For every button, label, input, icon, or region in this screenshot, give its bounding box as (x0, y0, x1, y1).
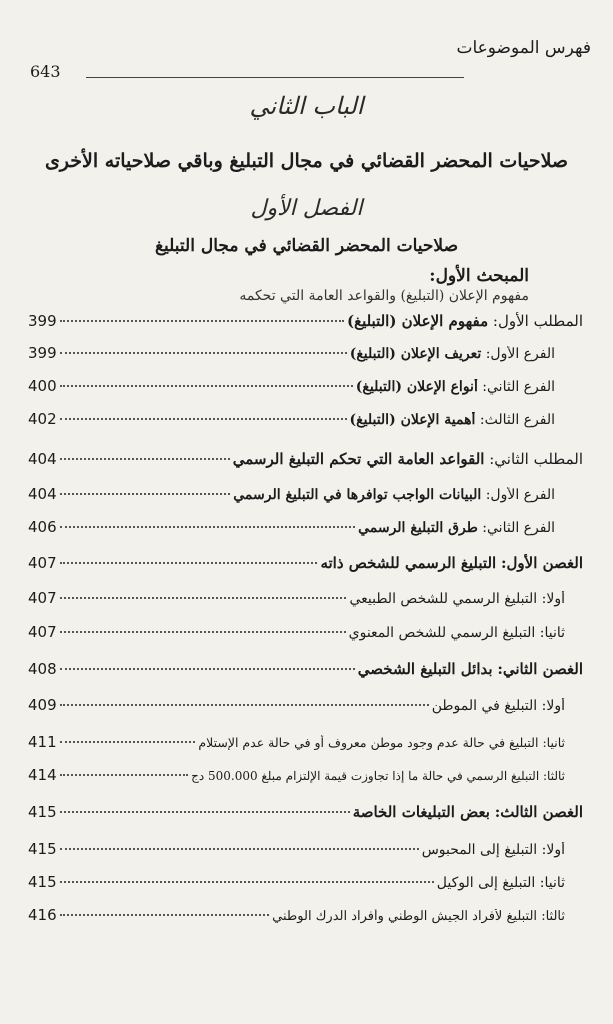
leader-dots (60, 597, 347, 599)
entry-title: بدائل التبليغ الشخصي (357, 660, 493, 678)
entry-page: 415 (28, 873, 57, 891)
leader-dots (60, 418, 347, 420)
entry-prefix: الفرع الثالث: (479, 412, 555, 428)
entry-page: 409 (28, 696, 57, 714)
entry-title: طرق التبليغ الرسمي (358, 520, 478, 536)
part-label: الباب الثاني (249, 92, 364, 120)
chapter-label: الفصل الأول (250, 196, 363, 221)
entry-prefix: الفرع الثاني: (482, 520, 555, 536)
entry-title: القواعد العامة التي تحكم التبليغ الرسمي (232, 450, 485, 468)
leader-dots (60, 668, 355, 670)
entry-page: 408 (28, 660, 57, 678)
entry-prefix: المطلب الثاني: (489, 450, 583, 468)
section-heading (429, 266, 529, 286)
toc-entry (28, 840, 565, 864)
entry-page: 400 (28, 377, 57, 395)
entry-title: التبليغ الرسمي للشخص المعنوي (348, 625, 536, 641)
entry-page: 415 (28, 803, 57, 821)
leader-dots (60, 320, 344, 322)
toc-entry (28, 589, 565, 613)
entry-page: 416 (28, 906, 57, 924)
entry-page: 407 (28, 623, 57, 641)
entry-title: مفهوم الإعلان (التبليغ) (346, 312, 489, 330)
toc-entry (28, 906, 565, 930)
toc-entry (28, 733, 565, 757)
entry-prefix: الغصن الثاني: (497, 660, 583, 678)
running-title: فهرس الموضوعات (456, 38, 591, 58)
chapter-title: صلاحيات المحضر القضائي في مجال التبليغ (154, 236, 459, 256)
toc-entry (28, 410, 555, 434)
section-label: المبحث الأول: (429, 266, 529, 286)
part-title: صلاحيات المحضر القضائي في مجال التبليغ وباقي صلاحياته الأخرى (44, 150, 569, 172)
entry-page: 415 (28, 840, 57, 858)
entry-title: تعريف الإعلان (التبليغ) (349, 346, 482, 362)
leader-dots (60, 631, 346, 633)
entry-prefix: الفرع الثاني: (482, 379, 555, 395)
entry-page: 399 (28, 344, 57, 362)
leader-dots (60, 352, 347, 354)
entry-page: 406 (28, 518, 57, 536)
entry-title: التبليغ في الموطن (431, 698, 538, 714)
entry-prefix: ثانيا: (539, 875, 565, 891)
toc-entry (28, 344, 555, 368)
entry-title: التبليغ في حالة عدم وجود موطن معروف أو في حالة عدم الإستلام (198, 735, 539, 750)
toc-entry (28, 660, 583, 684)
leader-dots (60, 458, 230, 460)
entry-prefix: الغصن الأول: (500, 554, 583, 572)
entry-page: 404 (28, 450, 57, 468)
entry-title: بعض التبليغات الخاصة (352, 803, 490, 821)
entry-prefix: أولا: (541, 698, 565, 714)
toc-entry (28, 377, 555, 401)
leader-dots (60, 774, 188, 776)
entry-page: 411 (28, 733, 57, 751)
toc-entry (28, 554, 583, 578)
entry-prefix: الفرع الأول: (485, 346, 555, 362)
toc-entry (28, 873, 565, 897)
entry-page: 404 (28, 485, 57, 503)
entry-page: 407 (28, 589, 57, 607)
entry-prefix: المطلب الأول: (492, 312, 583, 330)
entry-prefix: الفرع الأول: (485, 487, 555, 503)
toc-entry (28, 450, 583, 474)
entry-prefix: أولا: (541, 591, 565, 607)
entry-title: أهمية الإعلان (التبليغ) (349, 412, 476, 428)
entry-title: التبليغ إلى المحبوس (421, 842, 538, 858)
entry-title: التبليغ الرسمي في حالة ما إذا تجاوزت قيمة الإلتزام مبلغ 500.000 دج (191, 769, 540, 783)
leader-dots (60, 385, 353, 387)
entry-page: 414 (28, 766, 57, 784)
entry-prefix: أولا: (541, 842, 565, 858)
header-rule (86, 77, 464, 78)
leader-dots (60, 881, 434, 883)
entry-title: التبليغ الرسمي للشخص الطبيعي (349, 591, 538, 607)
leader-dots (60, 811, 350, 813)
entry-prefix: ثانيا: (542, 735, 565, 750)
entry-page: 402 (28, 410, 57, 428)
entry-prefix: ثانيا: (539, 625, 565, 641)
entry-title: أنواع الإعلان (التبليغ) (355, 379, 478, 395)
entry-title: التبليغ لأفراد الجيش الوطني وأفراد الدرك الوطني (272, 909, 538, 924)
entry-title: البيانات الواجب توافرها في التبليغ الرسمي (233, 487, 482, 503)
leader-dots (60, 741, 196, 743)
toc-entry (28, 518, 555, 542)
leader-dots (60, 704, 429, 706)
entry-prefix: الغصن الثالث: (494, 803, 583, 821)
toc-entry (28, 696, 565, 720)
entry-prefix: ثالثا: (541, 909, 565, 924)
leader-dots (60, 493, 231, 495)
section-title: مفهوم الإعلان (التبليغ) والقواعد العامة التي تحكمه (239, 288, 529, 304)
entry-title: التبليغ الرسمي للشخص ذاته (320, 554, 497, 572)
toc-entry (28, 623, 565, 647)
entry-prefix: ثالثا: (543, 769, 565, 783)
toc-entry (28, 485, 555, 509)
toc-entry (28, 766, 565, 790)
leader-dots (60, 562, 318, 564)
toc-entry (28, 312, 583, 336)
entry-page: 407 (28, 554, 57, 572)
leader-dots (60, 526, 355, 528)
page-number: 643 (30, 62, 61, 81)
leader-dots (60, 914, 270, 916)
toc-entry (28, 803, 583, 827)
leader-dots (60, 848, 419, 850)
entry-title: التبليغ إلى الوكيل (436, 875, 536, 891)
entry-page: 399 (28, 312, 57, 330)
